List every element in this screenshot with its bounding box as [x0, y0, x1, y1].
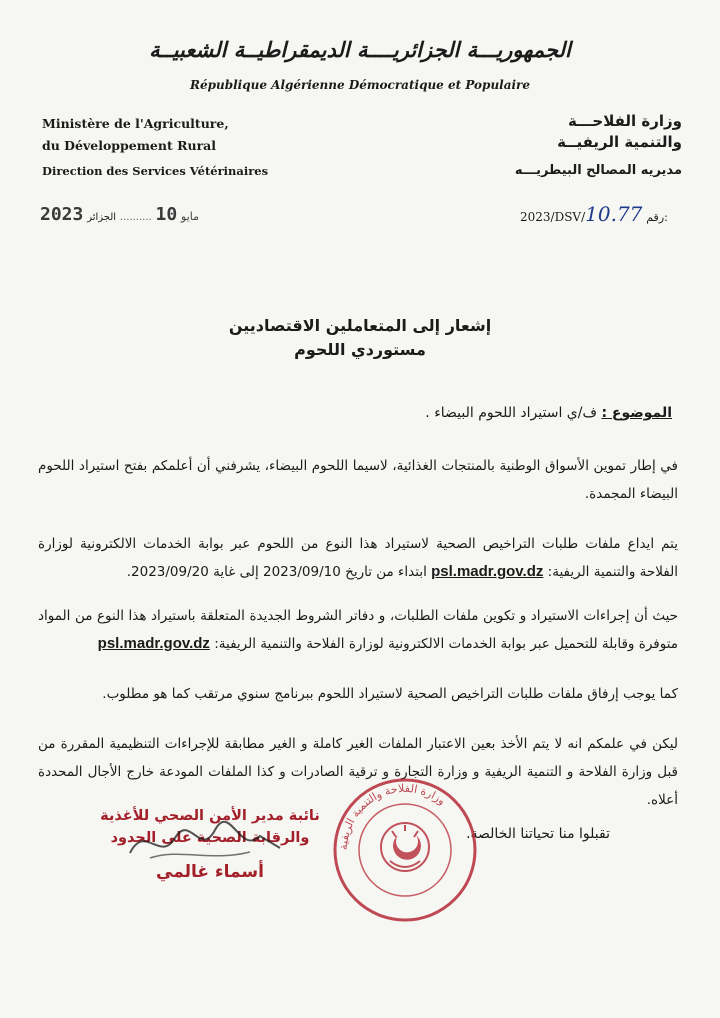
notice-subtitle: مستوردي اللحوم — [294, 340, 426, 359]
paragraph-3 — [38, 602, 678, 658]
seal-ring-text: وزارة الفلاحة والتنمية الريفية — [336, 781, 448, 851]
portal-link-2[interactable]: psl.madr.gov.dz — [97, 635, 210, 652]
reference-handwritten: 10.77 — [585, 202, 643, 226]
date-label: الجزائر — [87, 212, 117, 223]
subject-line — [425, 405, 672, 421]
header-arabic-title: الجمهوريـــة الجزائريــــة الديمقراطيــة الشعبيــة — [149, 38, 571, 62]
date-day: 10 — [155, 204, 178, 225]
signature-title-line-2: والرقابة الصحية على الحدود — [110, 830, 310, 846]
closing-line: تقبلوا منا تحياتنا الخالصة. — [466, 826, 610, 842]
ministry-arabic-line-2: والتنمية الريفيــة — [557, 133, 682, 151]
date-area — [40, 204, 199, 225]
portal-link-1[interactable]: psl.madr.gov.dz — [431, 563, 544, 580]
paragraph-1: في إطار تموين الأسواق الوطنية بالمنتجات الغذائية، لاسيما اللحوم البيضاء، يشرفني أن أعلمكم بفتح استيراد اللحوم البيضاء المجمدة. — [38, 458, 678, 502]
header-french-title: République Algérienne Démocratique et Populaire — [189, 78, 531, 92]
paragraph-5: ليكن في علمكم انه لا يتم الأخذ بعين الاعتبار الملفات الغير كاملة و الغير مطابقة للإجراءات التنظيمية المقررة من قبل وزارة الفلاحة و التنمية الريفية و وزارة التجارة و ترقية الصادرات و كذا الملفات المودعة خارج الأجال المحددة أعلاه. — [38, 736, 678, 808]
signature-name: أسماء غالمي — [156, 862, 264, 882]
direction-arabic-line: مديريه المصالح البيطريـــه — [514, 163, 682, 178]
date-month: مايو — [181, 210, 200, 223]
notice-title: إشعار إلى المتعاملين الاقتصاديين — [228, 316, 492, 335]
signature-title-line-1: نائبة مدير الأمن الصحي للأغذية — [100, 808, 320, 824]
ministry-arabic-line-1: وزارة الفلاحـــة — [567, 112, 682, 130]
subject-label: الموضوع : — [601, 405, 672, 421]
official-seal — [330, 775, 480, 925]
paragraph-2 — [38, 530, 678, 586]
date-dots: .......... — [119, 212, 152, 223]
paragraph-2-text-a: يتم ايداع ملفات طلبات التراخيص الصحية لاستيراد هذا النوع من اللحوم عبر بوابة الخدمات الالكترونية لوزارة الفلاحة والتنمية الريفية: — [38, 536, 678, 580]
reference-number — [520, 202, 668, 226]
paragraph-2-text-b: ابتداء من تاريخ 2023/09/10 إلى غاية 2023/09/20. — [126, 564, 427, 580]
ministry-line-1: Ministère de l'Agriculture, — [42, 116, 229, 131]
ministry-line-2: du Développement Rural — [42, 138, 217, 153]
paragraph-4: كما يوجب إرفاق ملفات طلبات التراخيص الصحية لاستيراد اللحوم ببرنامج سنوي مرتقب كما هو مطلوب. — [102, 686, 678, 702]
reference-label: رقم: — [646, 211, 668, 224]
handwritten-signature-icon — [120, 818, 290, 868]
date-year: 2023 — [40, 204, 84, 225]
direction-line: Direction des Services Vétérinaires — [42, 164, 269, 178]
subject-text: ف/ي استيراد اللحوم البيضاء . — [425, 405, 597, 421]
seal-emblem-icon — [381, 823, 429, 871]
reference-prefix: 2023/DSV/ — [520, 210, 586, 224]
paragraph-3-text: حيث أن إجراءات الاستيراد و تكوين ملفات الطلبات، و دفاتر الشروط الجديدة المتعلقة باستيراد هذا النوع من المواد متوفرة وقابلة للتحميل عبر بوابة الخدمات الالكترونية لوزارة الفلاحة والتنمية الريفية: — [38, 608, 678, 652]
